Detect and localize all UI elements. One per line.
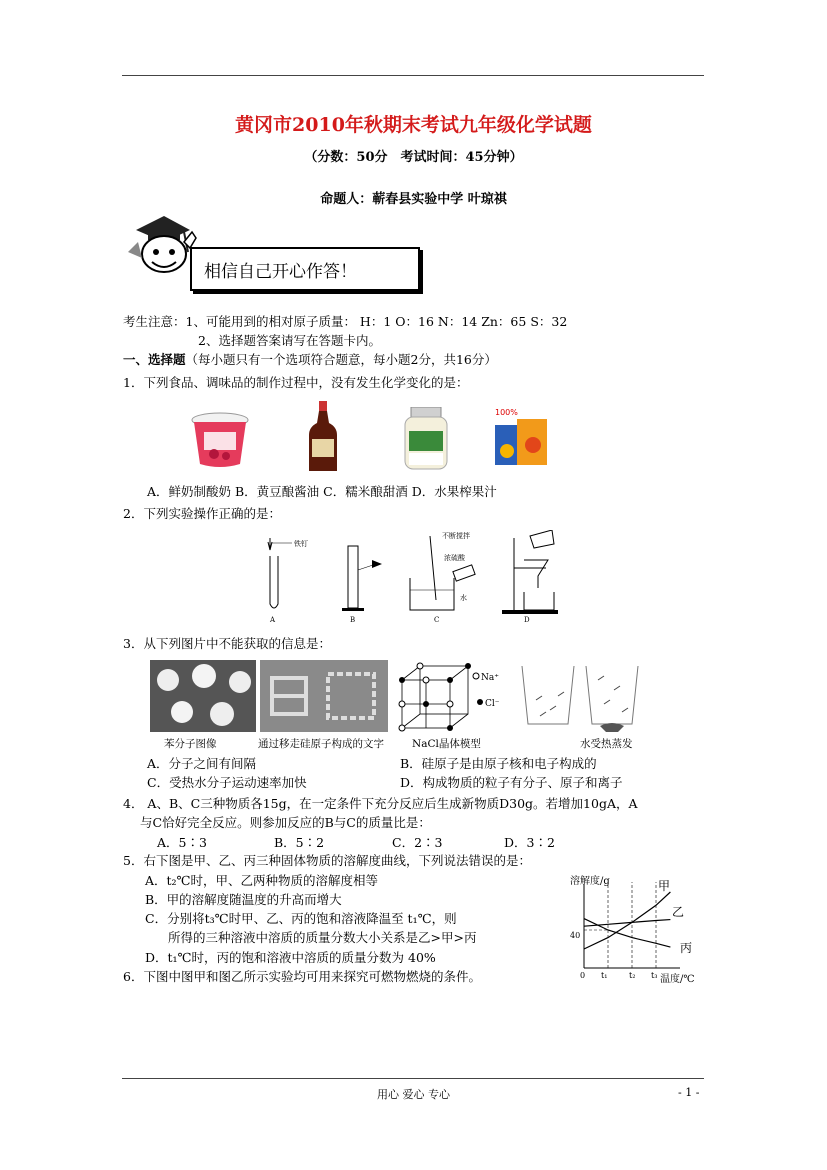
diagram-d-filtration	[502, 530, 558, 624]
q3-option-b: B．硅原子是由原子核和电子构成的	[400, 756, 597, 771]
q5-option-c-1: C．分别将t₃℃时甲、乙、丙的饱和溶液降温至 t₁℃，则	[145, 911, 457, 926]
annot-water: 水	[460, 594, 467, 602]
label-b: B	[350, 616, 356, 624]
chart-origin: 0	[580, 971, 586, 980]
section-heading	[123, 350, 497, 368]
footer-rule	[122, 1078, 704, 1079]
q4-line-1: 4． A、B、C三种物质各15g，在一定条件下充分反应后生成新物质D30g。若增加10gA，A	[123, 796, 638, 811]
q5-option-a: A．t₂℃时，甲、乙两种物质的溶解度相等	[145, 873, 379, 888]
q5-option-d: D．t₁℃时，丙的饱和溶液中溶质的质量分数为 40%	[145, 950, 436, 965]
encouragement-banner	[190, 247, 420, 291]
silicon-text-image	[260, 660, 388, 732]
chart-xtick-t1: t₁	[601, 971, 608, 980]
series-label-bing: 丙	[680, 941, 693, 955]
q4-option-b: B．5∶2	[274, 835, 325, 850]
benzene-image	[150, 660, 256, 732]
q3-stem: 3．从下列图片中不能获取的信息是：	[123, 636, 331, 651]
diagram-c-dilution	[410, 531, 475, 624]
solubility-chart	[562, 868, 706, 986]
q4-line-2: 与C恰好完全反应。则参加反应的B与C的质量比是：	[140, 815, 431, 830]
chart-xtick-t2: t₂	[629, 971, 636, 980]
series-label-yi: 乙	[672, 905, 685, 919]
annot-acid: 浓硫酸	[444, 554, 465, 562]
q4-option-a: A．5∶3	[157, 835, 207, 850]
caption-benzene: 苯分子图像	[164, 738, 217, 750]
chart-ytick-40: 40	[570, 931, 581, 940]
notice-line-2: 2、选择题答案请写在答题卡内。	[198, 333, 381, 348]
chart-ylabel: 溶解度/g	[570, 876, 610, 887]
banner-text: 相信自己开心作答！	[204, 262, 357, 282]
label-a: A	[270, 616, 276, 624]
exam-info: （分数：50分 考试时间：45分钟）	[304, 150, 523, 165]
label-d: D	[524, 616, 530, 624]
chart-xlabel: 温度/℃	[660, 974, 695, 985]
q1-stem: 1．下列食品、调味品的制作过程中，没有发生化学变化的是：	[123, 375, 469, 390]
fruit-juice-boxes-image	[493, 405, 551, 467]
q4-option-c: C．2∶3	[392, 835, 443, 850]
mascot-illustration	[118, 212, 198, 287]
header-rule	[122, 75, 704, 76]
page-number: - 1 -	[678, 1086, 700, 1099]
caption-nacl: NaCl晶体模型	[412, 738, 481, 750]
lab-operations-diagram	[258, 530, 568, 625]
q4-option-d: D．3∶2	[504, 835, 555, 850]
q3-option-d: D．构成物质的粒子有分子、原子和离子	[400, 775, 623, 790]
q1-options: A．鲜奶制酸奶 B．黄豆酿酱油 C．糯米酿甜酒 D．水果榨果汁	[147, 484, 497, 499]
section-desc: （每小题只有一个选项符合题意，每小题2分，共16分）	[185, 352, 497, 367]
notice-line-1: 考生注意：1、可能用到的相对原子质量： H：1 O：16 N：14 Zn：65 S：32	[123, 314, 568, 329]
diagram-b-cylinder	[342, 546, 382, 624]
q5-option-c-2: 所得的三种溶液中溶质的质量分数大小关系是乙>甲>丙	[168, 930, 477, 945]
juice-label-text: 100%	[495, 408, 518, 417]
footer-motto: 用心 爱心 专心	[377, 1088, 450, 1101]
section-label: 一、选择题	[123, 352, 186, 367]
author-line: 命题人：蕲春县实验中学 叶琼祺	[320, 192, 507, 207]
rice-wine-jar-image	[403, 407, 449, 471]
water-evaporation-image	[518, 660, 642, 732]
q3-option-c: C．受热水分子运动速率加快	[147, 775, 307, 790]
label-c: C	[434, 616, 440, 624]
ion-cl-label: Cl⁻	[485, 699, 500, 709]
q5-option-b: B．甲的溶解度随温度的升高而增大	[145, 892, 342, 907]
nacl-crystal-model-image	[396, 660, 508, 732]
soy-sauce-bottle-image	[307, 401, 339, 473]
caption-water: 水受热蒸发	[580, 738, 633, 750]
q3-option-a: A．分子之间有间隔	[147, 756, 257, 771]
diagram-a-tube	[268, 538, 308, 624]
caption-silicon: 通过移走硅原子构成的文字	[258, 738, 384, 750]
q5-stem: 5．右下图是甲、乙、丙三种固体物质的溶解度曲线，下列说法错误的是：	[123, 853, 531, 868]
ion-na-label: Na⁺	[481, 673, 499, 683]
q2-stem: 2．下列实验操作正确的是：	[123, 506, 281, 521]
chart-xtick-t3: t₃	[651, 971, 658, 980]
series-label-jia: 甲	[658, 879, 671, 893]
page-title: 黄冈市2010年秋期末考试九年级化学试题	[235, 114, 592, 136]
q6-stem: 6．下图中图甲和图乙所示实验均可用来探究可燃物燃烧的条件。	[123, 969, 481, 984]
annot-stirring: 不断搅拌	[442, 532, 470, 540]
svg-text:铁钉: 铁钉	[294, 540, 308, 548]
yogurt-cup-image	[190, 410, 250, 472]
